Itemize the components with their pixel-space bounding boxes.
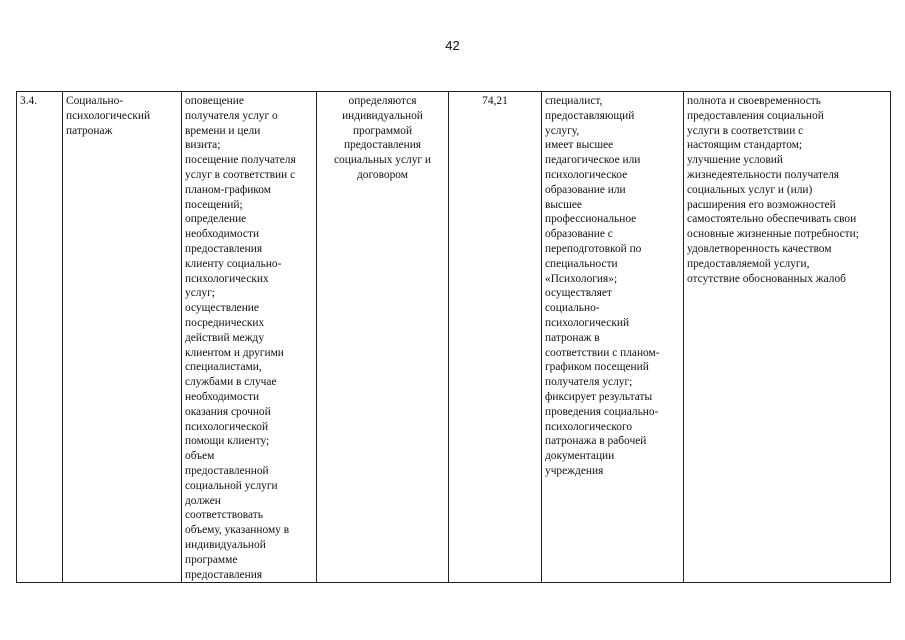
text-line: патронаж xyxy=(66,124,113,137)
text-line: визита; xyxy=(185,139,221,152)
text-line: программе xyxy=(185,553,238,566)
text-line: патронажа в рабочей xyxy=(545,435,647,448)
text-line: оповещение xyxy=(185,95,244,107)
text-line: получателя услуг; xyxy=(545,376,633,389)
text-line: полнота и своевременность xyxy=(687,95,821,107)
text-line: предоставленной xyxy=(185,464,269,477)
text-line: переподготовкой по xyxy=(545,242,642,255)
text-line: клиентом и другими xyxy=(185,346,284,359)
text-line: индивидуальной xyxy=(342,109,423,122)
quality-indicators-cell xyxy=(684,92,891,583)
text-line: соответствовать xyxy=(185,509,263,522)
text-line: предоставления социальной xyxy=(687,109,824,122)
text-line: учреждения xyxy=(545,464,604,477)
text-line: посещений; xyxy=(185,198,243,211)
text-line: Социально- xyxy=(66,95,124,107)
text-line: расширения его возможностей xyxy=(687,198,836,211)
service-description-cell xyxy=(182,92,317,583)
text-line: планом-графиком xyxy=(185,183,271,196)
text-line: программой xyxy=(352,124,413,137)
text-line: самостоятельно обеспечивать свои xyxy=(687,213,857,226)
service-terms-cell xyxy=(317,92,449,583)
text-line: социальных услуг и xyxy=(333,154,431,167)
provider-conditions-cell xyxy=(542,92,684,583)
text-line: психологический xyxy=(66,109,151,122)
text-line: документации xyxy=(545,450,615,463)
text-line: настоящим стандартом; xyxy=(687,139,803,152)
text-line: предоставления xyxy=(343,139,422,152)
text-line: услуг; xyxy=(185,287,215,300)
text-line: услуг в соответствии с xyxy=(185,168,296,181)
services-table xyxy=(16,91,891,583)
text-line: индивидуальной xyxy=(185,538,266,551)
text-line: определяются xyxy=(348,95,417,107)
text-line: основные жизненные потребности; xyxy=(687,228,859,241)
text-line: необходимости xyxy=(185,228,260,241)
text-line: договором xyxy=(357,168,408,181)
text-line: помощи клиенту; xyxy=(185,435,270,448)
page-number: 42 xyxy=(445,38,460,53)
text-line: посреднических xyxy=(185,316,265,329)
text-line: социально- xyxy=(545,302,600,315)
text-line: профессиональное xyxy=(545,213,637,226)
text-line: осуществляет xyxy=(545,287,612,300)
text-line: оказания срочной xyxy=(185,405,271,418)
text-line: отсутствие обоснованных жалоб xyxy=(687,272,846,285)
text-line: специалист, xyxy=(545,95,603,107)
text-line: получателя услуг о xyxy=(185,109,278,122)
row-number: 3.4. xyxy=(20,95,38,107)
text-line: объему, указанному в xyxy=(185,524,290,537)
text-line: педагогическое или xyxy=(545,154,641,167)
text-line: определение xyxy=(185,213,247,226)
text-line: проведения социально- xyxy=(545,405,659,418)
text-line: фиксирует результаты xyxy=(545,390,653,403)
text-line: клиенту социально- xyxy=(185,257,282,270)
text-line: психологический xyxy=(545,316,630,329)
text-line: социальной услуги xyxy=(185,479,278,492)
text-line: предоставляющий xyxy=(545,109,635,122)
text-line: образование или xyxy=(545,183,626,196)
text-line: высшее xyxy=(545,198,582,211)
text-line: социальных услуг и (или) xyxy=(687,183,813,196)
text-line: посещение получателя xyxy=(185,154,296,167)
row-number-cell xyxy=(17,92,63,583)
text-line: времени и цели xyxy=(185,124,261,137)
text-line: психологическое xyxy=(545,168,628,181)
text-line: образование с xyxy=(545,228,613,241)
text-line: услугу, xyxy=(545,124,580,137)
text-line: имеет высшее xyxy=(545,139,614,152)
table-row xyxy=(17,92,891,583)
text-line: соответствии с планом- xyxy=(545,346,660,359)
text-line: улучшение условий xyxy=(687,154,783,167)
text-line: специалистами, xyxy=(185,361,262,374)
text-line: жизнедеятельности получателя xyxy=(687,168,839,181)
text-line: услуги в соответствии с xyxy=(687,124,804,137)
text-line: предоставления xyxy=(185,568,263,581)
text-line: предоставляемой услуги, xyxy=(687,257,810,270)
text-line: психологической xyxy=(185,420,269,433)
text-line: предоставления xyxy=(185,242,263,255)
text-line: объем xyxy=(185,450,215,463)
tariff-cell xyxy=(449,92,542,583)
text-line: осуществление xyxy=(185,302,259,315)
text-line: графиком посещений xyxy=(545,361,649,374)
text-line: психологических xyxy=(185,272,269,285)
text-line: службами в случае xyxy=(185,376,277,389)
text-line: патронаж в xyxy=(545,331,600,344)
text-line: удовлетворенность качеством xyxy=(687,242,832,255)
text-line: психологического xyxy=(545,420,633,433)
text-line: должен xyxy=(185,494,221,507)
service-name-cell xyxy=(63,92,182,583)
text-line: необходимости xyxy=(185,390,260,403)
text-line: действий между xyxy=(185,331,265,344)
tariff-value: 74,21 xyxy=(482,95,508,107)
text-line: специальности xyxy=(545,257,618,270)
text-line: «Психология»; xyxy=(545,272,618,285)
